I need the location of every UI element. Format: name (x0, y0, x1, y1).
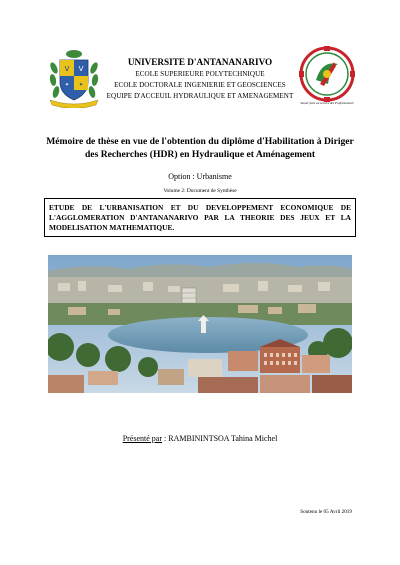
study-title-box (44, 198, 356, 237)
svg-text:✦: ✦ (78, 82, 84, 88)
university-name: UNIVERSITE D'ANTANANARIVO (127, 57, 273, 67)
antananarivo-city-photo (48, 255, 352, 393)
right-logo-caption: Savoir faire au service des Professionnels (300, 101, 354, 105)
presenter-name: RAMBININTSOA Tahina Michel (168, 434, 278, 443)
presenter-line (40, 433, 360, 444)
svg-text:V: V (64, 65, 70, 73)
team-name: EQUIPE D'ACCEUIL HYDRAULIQUE ET AMENAGEMENT (106, 92, 294, 100)
institution-header (80, 56, 320, 102)
study-title: ETUDE DE L'URBANISATION ET DU DEVELOPPEMENT ECONOMIQUE DE L'AGGLOMERATION D'ANTANANARIVO PAR LA THEORIE DES JEUX ET LA MODELISATION MATHEMATIQUE. (49, 203, 351, 232)
doctoral-school-name: ECOLE DOCTORALE INGENIERIE ET GEOSCIENCES (114, 81, 286, 89)
presenter-label: Présenté par (122, 434, 163, 443)
volume-line: Volume 2: Document de Synthèse (163, 188, 237, 194)
memoire-title: Mémoire de thèse en vue de l'obtention du diplôme d'Habilitation à Diriger des Recherches (HDR) en Hydraulique et Aménagement (46, 136, 354, 160)
svg-text:V: V (78, 65, 84, 73)
option-line: Option : Urbanisme (168, 172, 232, 181)
school-name: ECOLE SUPERIEURE POLYTECHNIQUE (135, 70, 265, 78)
presenter-separator: : (162, 434, 169, 443)
defense-date: Soutenu le 05 Avril 2019 (300, 509, 352, 515)
svg-text:✦: ✦ (64, 82, 70, 88)
